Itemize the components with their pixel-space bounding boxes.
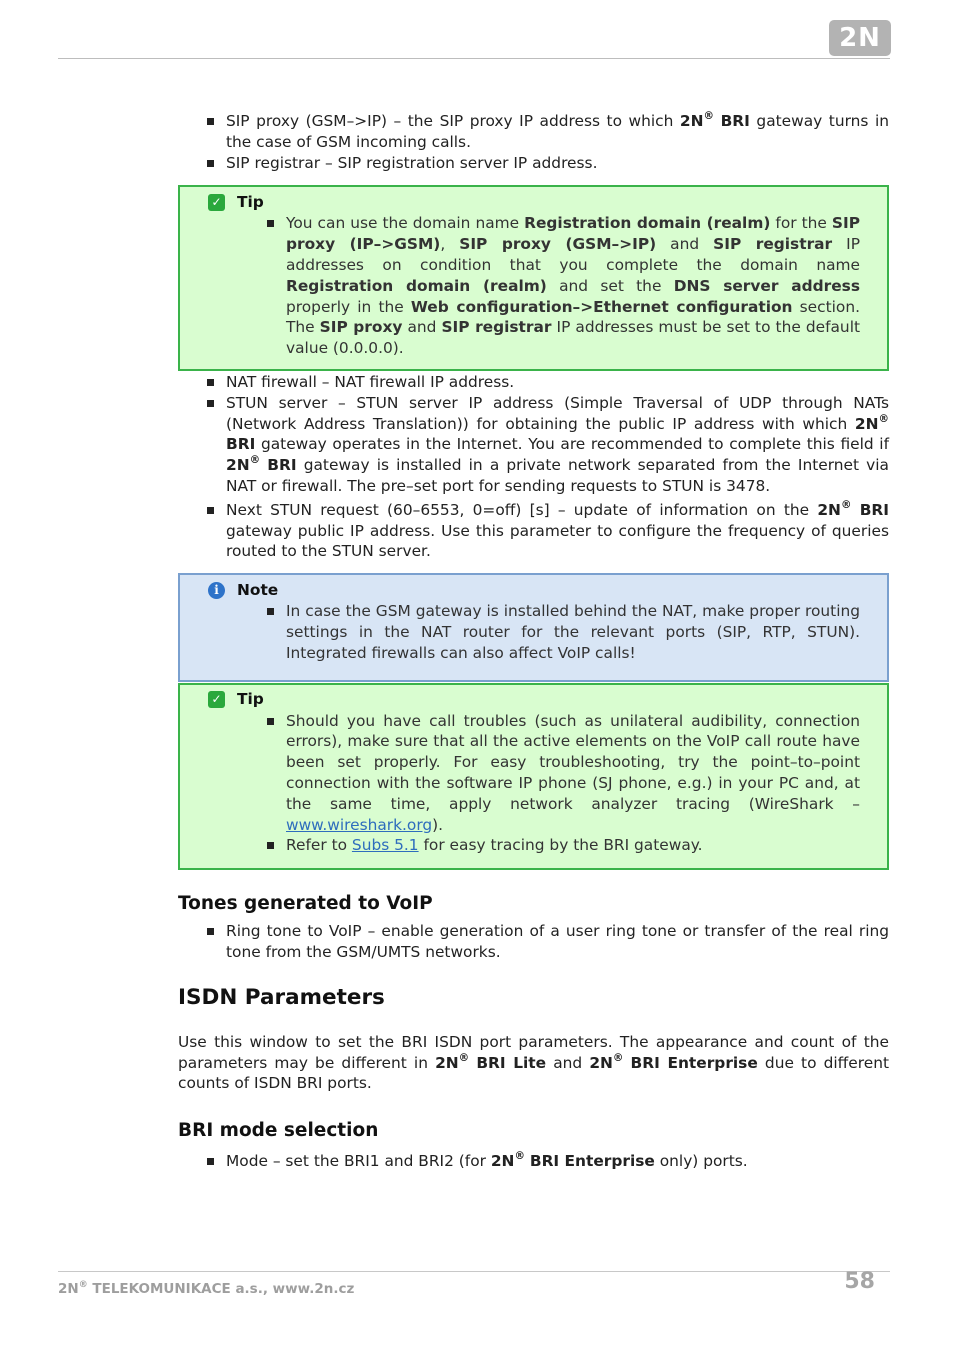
footer-company: 2N® TELEKOMUNIKACE a.s., www.2n.cz [58, 1280, 355, 1297]
tip-box [178, 185, 889, 371]
header-rule [58, 58, 890, 59]
check-icon: ✓ [208, 194, 225, 211]
tip-header: ✓ Tip [208, 690, 860, 710]
section-heading: BRI mode selection [178, 1120, 379, 1142]
section-heading: Tones generated to VoIP [178, 893, 433, 915]
list-item: SIP proxy (GSM–>IP) – the SIP proxy IP address to which 2N® BRI gateway turns in the case of GSM incoming calls. [226, 110, 889, 151]
wireshark-link[interactable]: www.wireshark.org [286, 815, 433, 834]
sip-list [178, 111, 889, 173]
list-item: Ring tone to VoIP – enable generation of a user ring tone or transfer of the real ring tone from the GSM/UMTS networks. [226, 922, 889, 961]
note-box [178, 573, 889, 681]
list-item: Refer to Subs 5.1 for easy tracing by the BRI gateway. [286, 835, 860, 856]
list-item: You can use the domain name Registration domain (realm) for the SIP proxy (IP–>GSM), SIP proxy (GSM–>IP) and SIP registrar IP addresses on condition that you complete the domain name Registration domain (realm) and set the DNS server address properly in the Web configuration–>Ethernet configuration section. The SIP proxy and SIP registrar IP addresses must be set to the default value (0.0.0.0). [286, 214, 860, 358]
info-icon: i [208, 582, 225, 599]
list-item: Mode – set the BRI1 and BRI2 (for 2N® BRI Enterprise only) ports. [226, 1151, 889, 1172]
list-item: Next STUN request (60–6553, 0=off) [s] – update of information on the 2N® BRI gateway public IP address. Use this parameter to configure the frequency of queries routed to the STUN server. [226, 498, 889, 561]
check-icon: ✓ [208, 691, 225, 708]
nat-stun-list [178, 372, 889, 562]
footer-rule [58, 1271, 890, 1272]
note-header: i Note [208, 580, 860, 600]
page-number: 58 [844, 1269, 875, 1294]
tip-header: ✓ Tip [208, 192, 860, 212]
tip-box [178, 683, 889, 871]
brand-logo: 2N [829, 20, 891, 56]
list-item: In case the GSM gateway is installed behind the NAT, make proper routing settings in the NAT router for the relevant ports (SIP, RTP, STUN). Integrated firewalls can also affect VoIP calls! [286, 602, 860, 662]
list-item: NAT firewall – NAT firewall IP address. [226, 372, 889, 393]
paragraph: Use this window to set the BRI ISDN port parameters. The appearance and count of the parameters may be different in 2N® BRI Lite and 2N® BRI Enterprise due to different counts of ISDN BRI ports. [178, 1032, 889, 1093]
section-heading: ISDN Parameters [178, 984, 385, 1010]
list-item: Should you have call troubles (such as unilateral audibility, connection errors), make sure that all the active elements on the VoIP call route have been set properly. For easy troubleshooting, try the point–to–point connection with the software IP phone (SJ phone, e.g.) in your PC and, at the same time, apply network analyzer tracing (WireShark – www.wireshark.org). [286, 711, 860, 834]
page-content [178, 111, 889, 1172]
list-item: STUN server – STUN server IP address (Simple Traversal of UDP through NATs (Network Address Translation)) for obtaining the public IP address with which 2N® BRI gateway operates in the Internet. You are recommended to complete this field if 2N® BRI gateway is installed in a private network separated from the Internet via NAT or firewall. The pre–set port for sending requests to STUN is 3478. [226, 393, 889, 495]
list-item: SIP registrar – SIP registration server IP address. [226, 153, 889, 174]
subs-link[interactable]: Subs 5.1 [351, 836, 419, 855]
